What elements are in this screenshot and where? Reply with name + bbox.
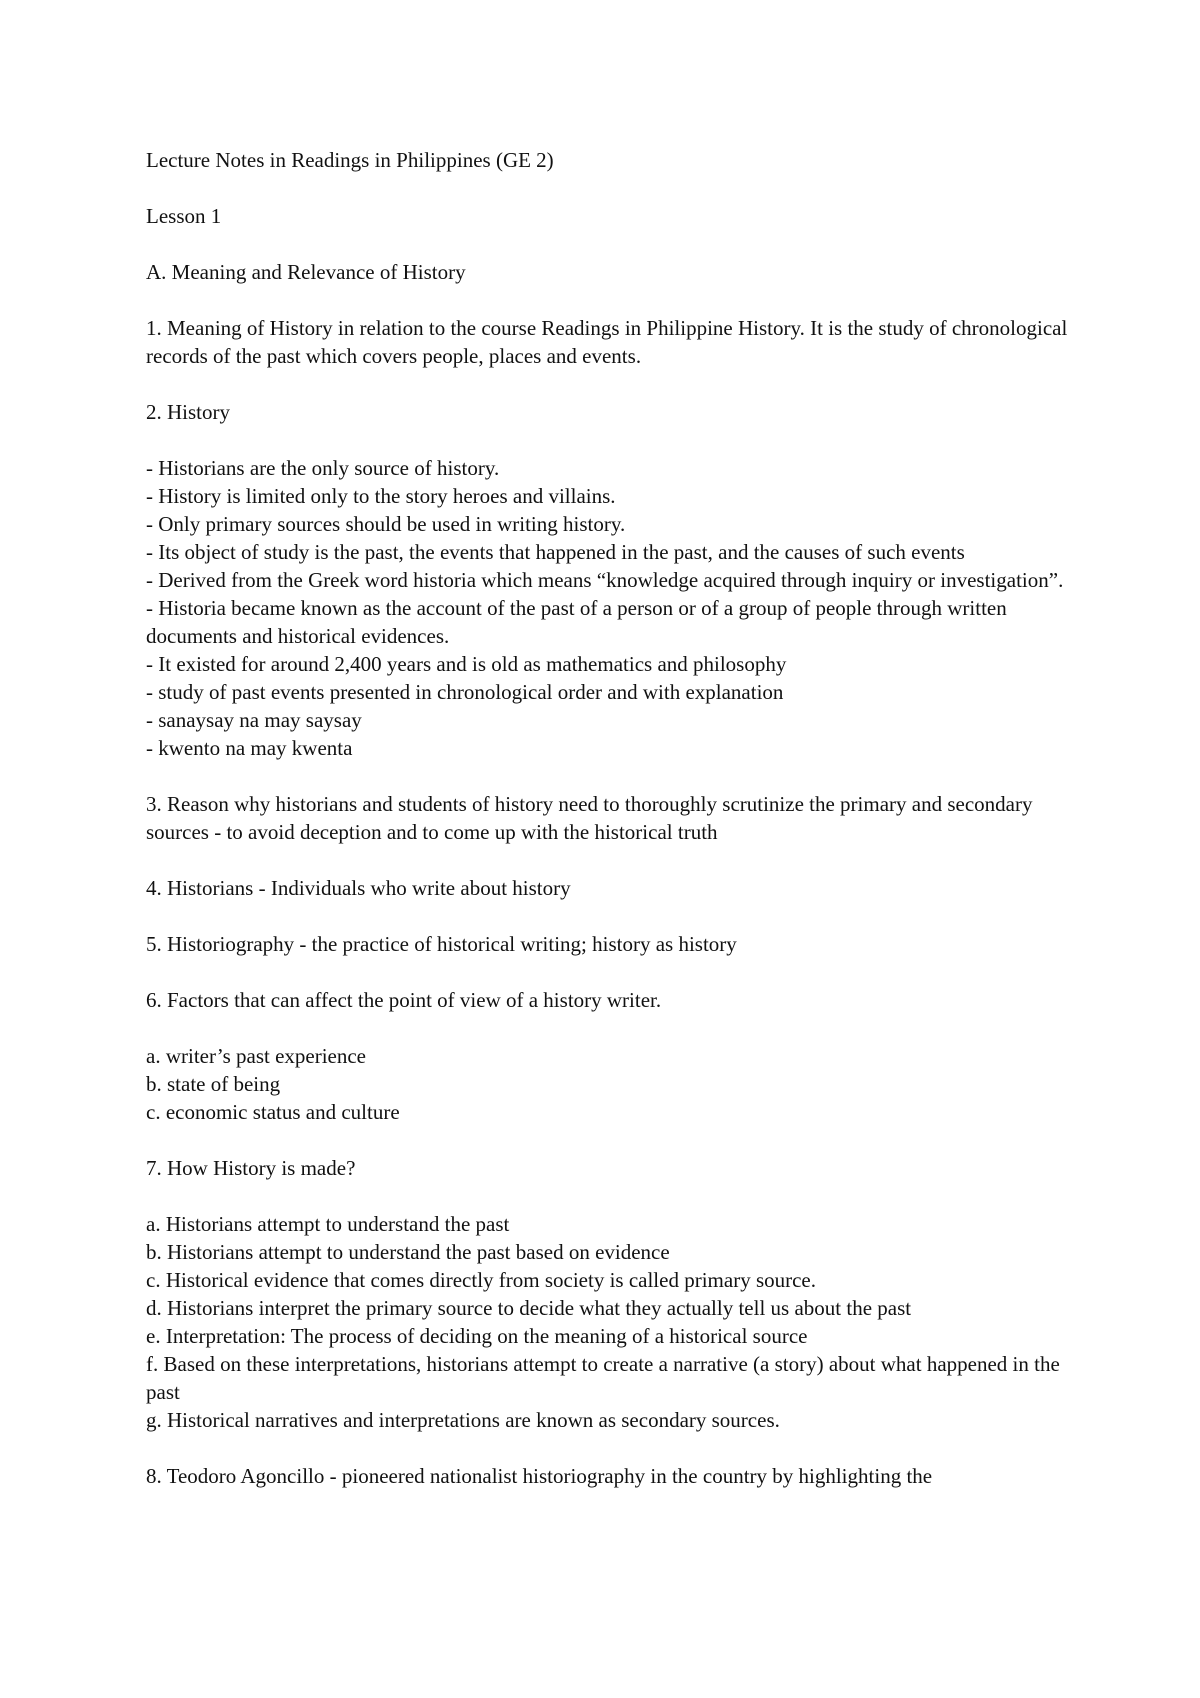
document-title: Lecture Notes in Readings in Philippines (GE 2) [146,148,554,172]
list-item: - It existed for around 2,400 years and is old as mathematics and philosophy [146,652,787,676]
item-6-heading: 6. Factors that can affect the point of view of a history writer. [146,988,662,1012]
list-item: - sanaysay na may saysay [146,708,362,732]
list-item: - History is limited only to the story heroes and villains. [146,484,616,508]
list-item: a. writer’s past experience [146,1044,367,1068]
list-item: d. Historians interpret the primary source to decide what they actually tell us about the past [146,1296,912,1320]
item-3-paragraph: 3. Reason why historians and students of history need to thoroughly scrutinize the primary and secondary sources - to avoid deception and to come up with the historical truth [146,792,1033,844]
list-item: a. Historians attempt to understand the past [146,1212,510,1236]
list-item: - Only primary sources should be used in writing history. [146,512,626,536]
list-item: g. Historical narratives and interpretations are known as secondary sources. [146,1408,780,1432]
list-item: c. Historical evidence that comes directly from society is called primary source. [146,1268,817,1292]
item-5-paragraph: 5. Historiography - the practice of historical writing; history as history [146,932,737,956]
item-6-list [146,1042,1076,1126]
list-item: f. Based on these interpretations, historians attempt to create a narrative (a story) about what happened in the past [146,1352,1060,1404]
item-7-heading: 7. How History is made? [146,1156,356,1180]
list-item: - Historians are the only source of history. [146,456,500,480]
item-2-heading: 2. History [146,400,230,424]
item-8-paragraph: 8. Teodoro Agoncillo - pioneered nationalist historiography in the country by highlighting the [146,1464,933,1488]
lesson-heading: Lesson 1 [146,204,222,228]
item-2-bullet-list [146,454,1076,762]
section-heading: A. Meaning and Relevance of History [146,260,466,284]
list-item: c. economic status and culture [146,1100,400,1124]
list-item: - study of past events presented in chronological order and with explanation [146,680,784,704]
list-item: - Historia became known as the account of the past of a person or of a group of people through written documents and historical evidences. [146,596,1007,648]
list-item: b. Historians attempt to understand the past based on evidence [146,1240,670,1264]
item-7-list [146,1210,1076,1434]
list-item: b. state of being [146,1072,281,1096]
list-item: - Its object of study is the past, the events that happened in the past, and the causes of such events [146,540,965,564]
list-item: - kwento na may kwenta [146,736,353,760]
list-item: e. Interpretation: The process of deciding on the meaning of a historical source [146,1324,808,1348]
item-1-paragraph: 1. Meaning of History in relation to the course Readings in Philippine History. It is the study of chronological records of the past which covers people, places and events. [146,316,1068,368]
document-body [146,146,1076,1518]
list-item: - Derived from the Greek word historia which means “knowledge acquired through inquiry or investigation”. [146,568,1064,592]
item-4-paragraph: 4. Historians - Individuals who write about history [146,876,571,900]
